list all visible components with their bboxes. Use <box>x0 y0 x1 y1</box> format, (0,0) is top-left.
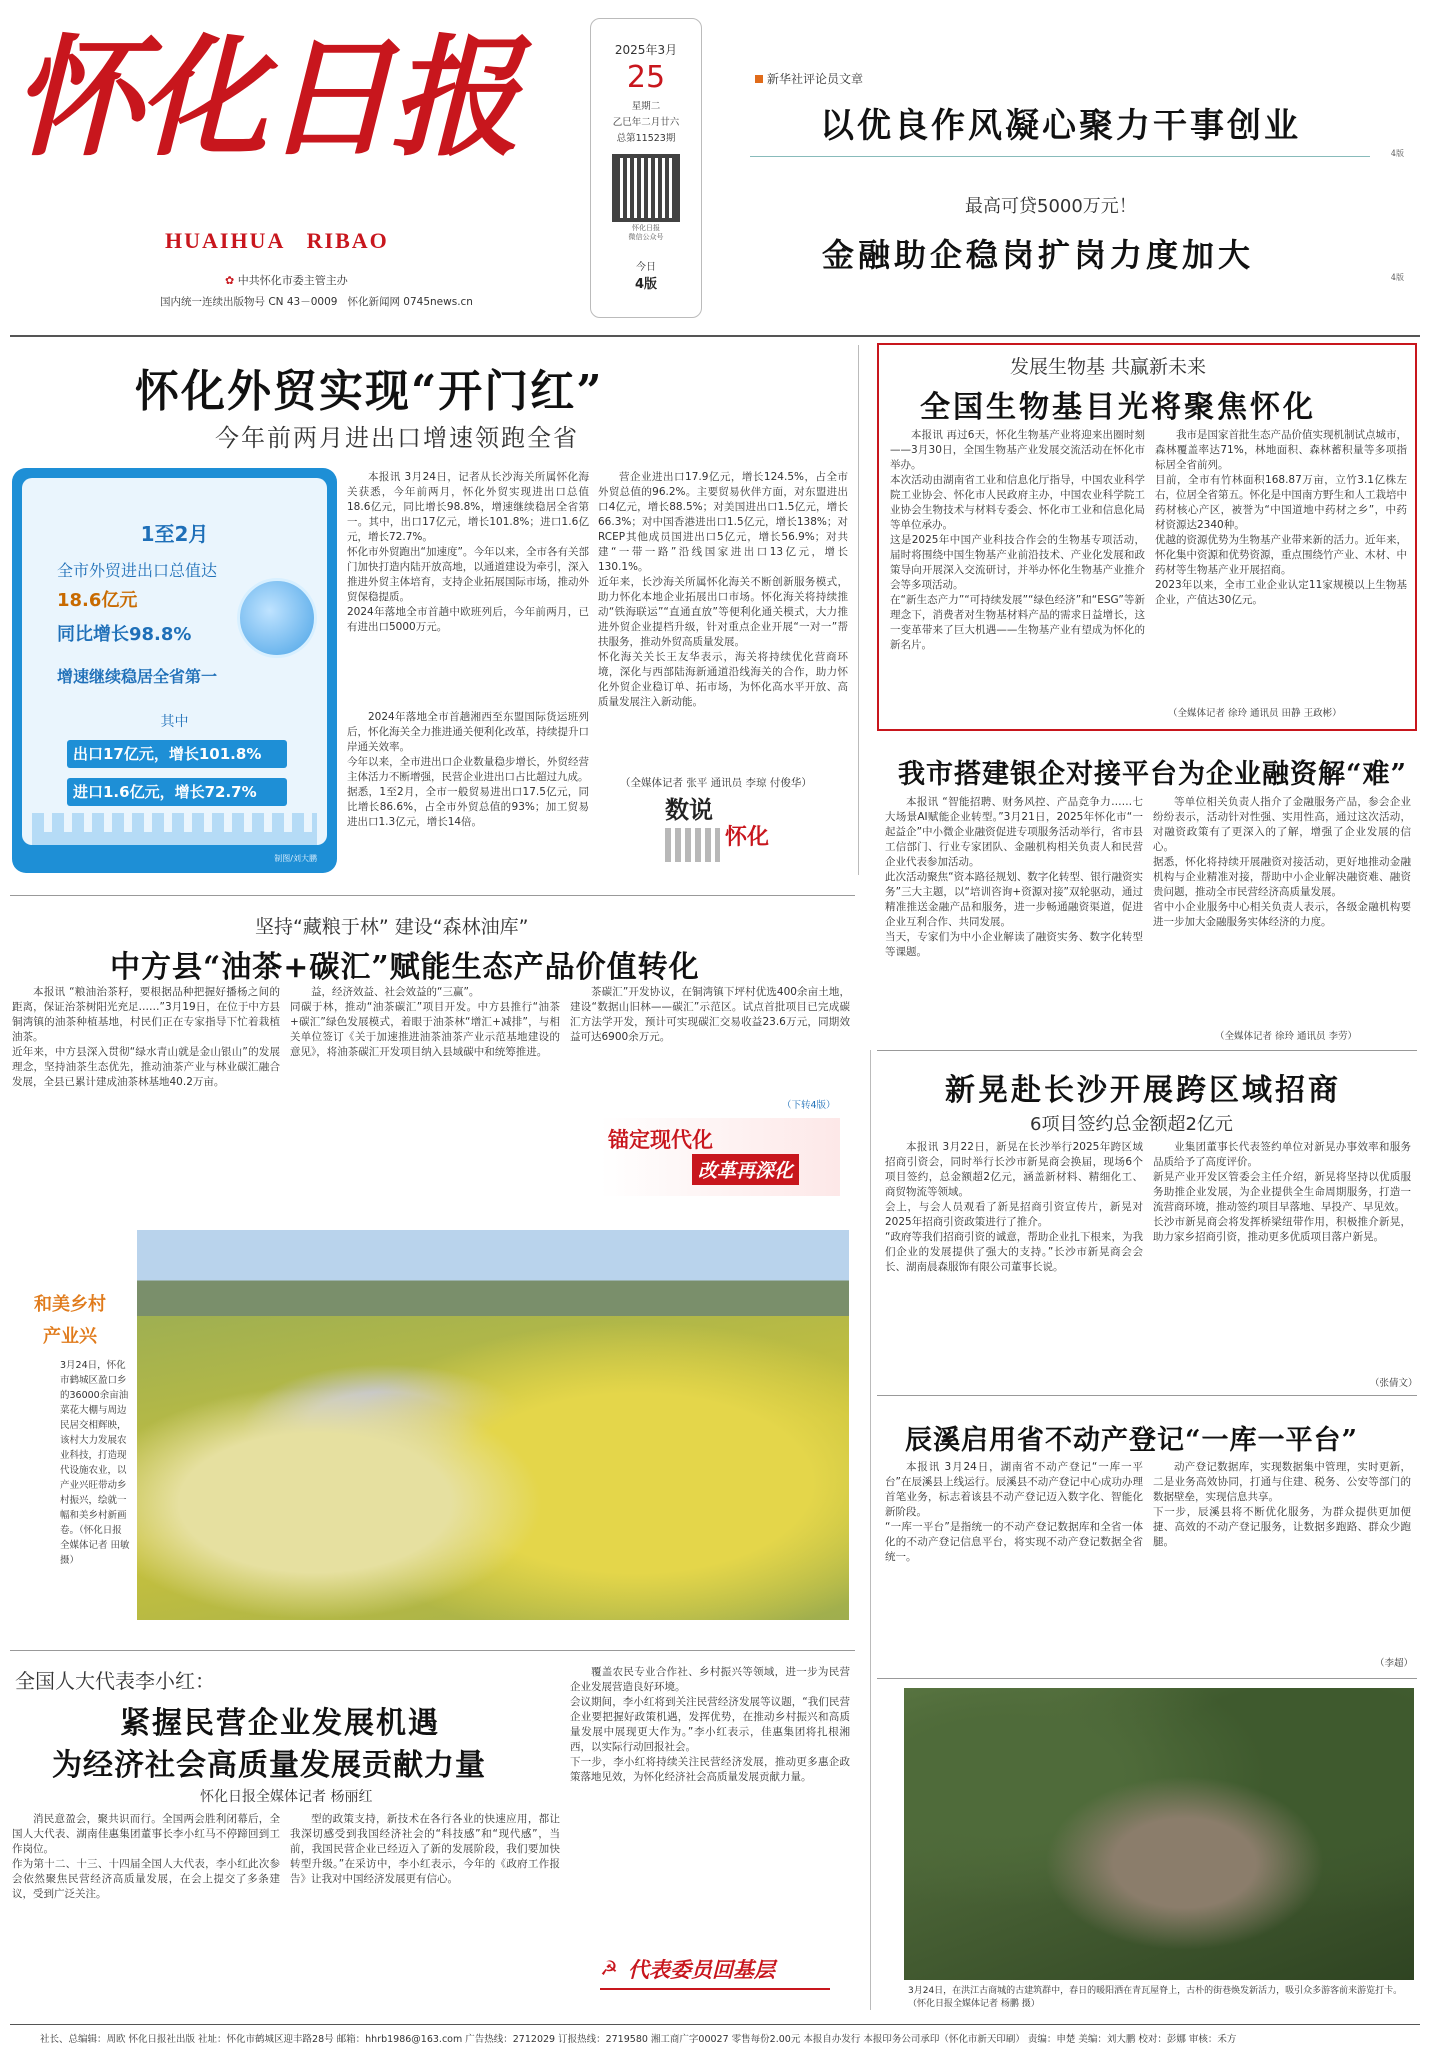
biotech-col2: 我市是国家首批生态产品价值实现机制试点城市，森林覆盖率达71%，林地面积、森林蓄积量等多项指标居全省前列。 目前，全市有竹林面积168.87万亩，立竹3.1亿株左右，位居全省第五。怀化是中国南方野生和人工栽培中药材核心产区，被誉为“中国道地中药材之乡”，中药材资源达2340种。 优越的资源优势为生物基产业带来新的活力。近年来，怀化集中资源和优势资源，重点围绕竹产业、木材、中药材等生物基产业开展招商。 2023年以来，全市工业企业认定11家规模以上生物基企业，产值达30亿元。 <box>1155 429 1407 606</box>
trade-info-panel <box>12 468 337 873</box>
trade-article-col3: 营企业进出口17.9亿元，增长124.5%，占全市外贸总值的96.2%。主要贸易伙伴方面，对东盟进出口4亿元，增长88.5%；对美国进出口1.5亿元，增长66.3%；对中国香港进出口1.5亿元，增长138%；对RCEP其他成员国进出口5亿元，增长56.9%；对共建“一带一路”沿线国家进出口13亿元，增长130.1%。 近年来，长沙海关所属怀化海关不断创新服务模式，助力怀化本地企业拓展出口市场。怀化海关将持续推动“铁海联运”“直通直放”等便利化通关模式，大力推进外贸企业提档升级，针对重点企业开展“一对一”帮扶服务，推动外贸高质量发展。 怀化海关关长王友华表示，海关将持续优化营商环境，深化与西部陆海新通道沿线海关的合作，助力怀化外贸企业稳订单、拓市场，为怀化高水平开放、高质量发展注入新动能。 <box>598 471 848 708</box>
publisher-line: ✿ 中共怀化市委主管主办 <box>225 274 348 287</box>
bar-chart-icon <box>665 828 720 862</box>
foreign-trade-subtitle: 今年前两月进出口增速领跑全省 <box>215 424 579 452</box>
xinhuang-subtitle: 6项目签约总金额超2亿元 <box>1030 1114 1233 1135</box>
teaser-subheadline-2: 最高可贷5000万元！ <box>965 196 1137 217</box>
xinhuang-divider <box>877 1395 1417 1396</box>
chenxi-col2: 动产登记数据库，实现数据集中管理，实时更新，二是业务高效协同，打通与住建、税务、公安等部门的数据壁垒，实现信息共享。 下一步，辰溪县将不断优化服务，为群众提供更加便捷、高效的不动产登记服务，让数据多跑路、群众少跑腿。 <box>1153 1461 1411 1548</box>
teaser-divider <box>750 156 1370 157</box>
village-photo[interactable] <box>137 1230 849 1620</box>
panel-total: 18.6亿元 <box>57 590 138 611</box>
panel-skyline-icon <box>32 813 317 845</box>
zhongfang-kicker: 坚持“藏粮于林” 建设“森林油库” <box>255 916 529 938</box>
cn-code-line: 国内统一连续出版物号 CN 43－0009 怀化新闻网 0745news.cn <box>160 296 473 308</box>
label-square-icon <box>755 75 763 83</box>
xinhuang-col1: 本报讯 3月22日，新晃在长沙举行2025年跨区域招商引资会，同时举行长沙市新晃商会换届，现场6个项目签约，总金额超2亿元，涵盖新材料、精细化工、商贸物流等领域。 会上，与会人员观看了新晃招商引资宣传片，新晃对2025年招商引资政策进行了推介。 “政府等我们招商引资的诚意，帮助企业扎下根来，为我们企业的发展提供了强大的支持。”长沙市新晃商会会长、湖南晨森服饰有限公司董事长说。 <box>885 1141 1143 1273</box>
npc-col3: 覆盖农民专业合作社、乡村振兴等领域，进一步为民营企业发展营造良好环境。 会议期间，李小红将到关注民营经济发展等议题，“我们民营企业要把握好政策机遇，发挥优势，在推动乡村振兴和高质量发展中展现更大作为。”李小红表示，佳惠集团将扎根湘西，以实际行动回报社会。 下一步，李小红将持续关注民营经济发展，推动更多惠企政策落地见效，为怀化经济社会高质量发展贡献力量。 <box>570 1666 850 1783</box>
npc-author: 怀化日报全媒体记者 杨丽红 <box>200 1789 373 1805</box>
publisher-logo-icon: ✿ <box>225 274 238 287</box>
masthead-pinyin: HUAIHUA RIBAO <box>165 228 389 253</box>
ancient-town-caption: 3月24日，在洪江古商城的古建筑群中，春日的暖阳洒在青瓦屋脊上，古朴的街巷焕发新活力，吸引众多游客前来游览打卡。（怀化日报全媒体记者 杨鹏 摄） <box>908 1986 1403 2009</box>
npc-title-1[interactable]: 紧握民营企业发展机遇 <box>120 1706 440 1741</box>
teaser-page-1: 4版 <box>1390 149 1404 158</box>
zhongfang-top-divider <box>10 895 855 896</box>
bank-title[interactable]: 我市搭建银企对接平台为企业融资解“难” <box>898 759 1408 790</box>
npc-title-2[interactable]: 为经济社会高质量发展贡献力量 <box>52 1748 486 1783</box>
masthead-divider <box>10 335 1420 337</box>
ancient-town-photo[interactable] <box>904 1688 1414 1980</box>
panel-among: 其中 <box>160 714 189 730</box>
xinhuang-col2: 业集团董事长代表签约单位对新晃办事效率和服务品质给予了高度评价。 新晃产业开发区管委会主任介绍，新晃将坚持以优质服务助推企业发展，为企业提供全生命周期服务，打造一流营商环境，推动签约项目早落地、早投产、早见效。 长沙市新晃商会将发挥桥梁纽带作用，积极推介新晃，助力家乡招商引资，推动更多优质项目落户新晃。 <box>1153 1141 1411 1243</box>
trade-article-col1: 本报讯 3月24日，记者从长沙海关所属怀化海关获悉，今年前两月，怀化外贸实现进出口总值18.6亿元，同比增长98.8%，增速继续稳居全省第一。其中，出口17亿元，增长101.8%；进口1.6亿元，增长72.7%。 怀化市外贸跑出“加速度”。今年以来，全市各有关部门加快打造内陆开放高地，以通道建设为牵引，深入推进外贸主体培育，支持企业拓展国际市场，推动外贸保稳提质。 2024年落地全市首趟中欧班列后，今年前两月，已有进出口5000万元。 <box>347 471 589 633</box>
zhongfang-col1: 本报讯 “粮油治茶籽，要根据品种把握好播杨之间的距离，保证治茶树阳光充足……”3月19日，在位于中方县铜湾镇的油茶种植基地，村民们正在专家指导下忙着栽植油茶。 近年来，中方县深入贯彻“绿水青山就是金山银山”的发展理念，坚持油茶生态优先，推动油茶产业与林业碳汇融合发展，全县已累计建成油茶林基地40.2万亩。 <box>12 986 280 1088</box>
chenxi-byline: （李超） <box>1375 1658 1414 1669</box>
teaser-headline-1[interactable]: 以优良作风凝心聚力干事创业 <box>820 106 1301 146</box>
panel-period: 1至2月 <box>140 522 209 546</box>
trade-article-col2: 2024年落地全市首趟湘西至东盟国际货运班列后，怀化海关全力推进通关便利化改革，持续提升口岸通关效率。 今年以来，全市进出口企业数量稳步增长，外贸经营主体活力不断增强，民营企业进出口占比超过九成。 据悉，1至2月，全市一般贸易进出口17.5亿元，同比增长86.6%，占全市外贸总值的93%；加工贸易进出口1.3亿元，增长14倍。 <box>347 711 589 828</box>
date-year-month: 2025年3月 <box>614 43 678 57</box>
village-label-line1: 和美乡村 <box>34 1294 106 1315</box>
col-divider-1 <box>858 345 859 875</box>
footer-divider <box>10 2024 1420 2025</box>
banner-line-1: 锚定现代化 <box>608 1128 713 1152</box>
chenxi-divider <box>877 1678 1417 1679</box>
chenxi-col1: 本报讯 3月24日，湖南省不动产登记“一库一平台”在辰溪县上线运行。辰溪县不动产登记中心成功办理首笔业务，标志着该县不动产登记迈入数字化、智能化新阶段。 “一库一平台”是指统一的不动产登记数据库和全省一体化的不动产登记信息平台，将实现不动产登记数据全省统一。 <box>885 1461 1143 1563</box>
npc-col2: 型的政策支持，新技术在各行各业的快速应用，都让我深切感受到我国经济社会的“科技感”和“现代感”，当前，我国民营企业已经迈入了新的发展阶段，我们要加快转型升级。”在采访中，李小红表示，今年的《政府工作报告》让我对中国经济发展更有信心。 <box>290 1813 560 1885</box>
col-divider-2 <box>870 1050 871 2010</box>
biotech-col1: 本报讯 再过6天，怀化生物基产业将迎来出圈时刻——3月30日，全国生物基产业发展交流活动在怀化市举办。 本次活动由湖南省工业和信息化厅指导，中国农业科学院工业协会、怀化市人民政府主办，中国农业科学院工业协会生物技术与材料专委会、怀化市工业和信息化局等单位承办。 这是2025年中国产业科技合作会的生物基专项活动，届时将围绕中国生物基产业前沿技术、产业化发展和政策导向开展深入交流研讨，并举办怀化生物基产业推介会等多项活动。 在“新生态产力”“可持续发展”“绿色经济”和“ESG”等新理念下，消费者对生物基材料产品的需求日益增长，这一变革带来了巨大机遇——生物基产业有望成为怀化的新名片。 <box>890 429 1145 651</box>
village-caption: 3月24日，怀化市鹤城区盈口乡的36000余亩油菜花大棚与周边民居交相辉映，该村大力发展农业科技，打造现代设施农业，以产业兴旺带动乡村振兴，绘就一幅和美乡村新画卷。（怀化日报全媒体记者 田敏 摄） <box>60 1360 130 1566</box>
panel-rank: 增速继续稳居全省第一 <box>57 667 218 686</box>
village-label-line2: 产业兴 <box>43 1326 97 1347</box>
bank-col1: 本报讯 “智能招聘、财务风控、产品竞争力……七大场景AI赋能企业转型。”3月21日，2025年怀化市“一起益企”中小微企业融资促进专项服务活动举行，省市县工信部门、行业专家团队、金融机构相关负责人和民营企业代表参加活动。 此次活动聚焦“资本路径规划、数字化转型、银行融资实务”三大主题，以“培训咨询+资源对接”双轮驱动，通过精准推送金融产品和服务，进一步畅通融资渠道，促进企业互利合作、共同发展。 当天，专家们为中小企业解读了融资实务、数字化转型等课题。 <box>885 796 1143 958</box>
qr-code-icon[interactable] <box>612 154 680 222</box>
shu-shuo-sub: 怀化 <box>725 824 770 850</box>
teaser-headline-2[interactable]: 金融助企稳岗扩岗力度加大 <box>822 236 1255 274</box>
biotech-title[interactable]: 全国生物基目光将聚焦怀化 <box>920 390 1316 425</box>
qr-caption: 怀化日报 微信公众号 <box>628 224 664 241</box>
panel-import: 进口1.6亿元，增长72.7% <box>67 778 287 806</box>
masthead-logo: 怀化日报 <box>12 21 517 174</box>
panel-growth: 同比增长98.8% <box>57 624 192 645</box>
npc-col1: 消民意盈会，聚共识而行。全国两会胜利闭幕后，全国人大代表、湖南佳惠集团董事长李小红马不停蹄回到工作岗位。 作为第十二、十三、十四届全国人大代表，李小红此次参会依然聚焦民营经济高质量发展，在会上提交了多条建议，受到广泛关注。 <box>12 1813 280 1900</box>
top-right-teasers <box>750 60 1410 320</box>
shu-shuo-logo <box>665 790 815 870</box>
footer-info: 社长、总编辑：周欧 怀化日报社出版 社址：怀化市鹤城区迎丰路28号 邮箱：hhrb1986@163.com 广告热线：2712029 订报热线：2719580 湘工商广字00027 零售每份2.00元 本报自办发行 本报印务公司承印（怀化市新天印刷） 责编：申楚 美编：刘大鹏 校对：彭娜 审核：禾方 <box>40 2034 1237 2045</box>
date-box <box>590 18 702 318</box>
npc-top-divider <box>10 1650 855 1651</box>
banner-line-2: 改革再深化 <box>692 1154 799 1185</box>
zhongfang-col3: 茶碳汇”开发协议，在铜湾镇下坪村优选400余亩土地，建设“数据山旧林——碳汇”示范区。试点首批项目已完成碳汇方法学开发，预计可实现碳汇交易收益23.6万元，同期效益可达6900余万元。 <box>570 986 850 1043</box>
issue-number: 总第11523期 <box>616 133 676 144</box>
chenxi-title[interactable]: 辰溪启用省不动产登记“一库一平台” <box>905 1425 1359 1456</box>
zhongfang-continued[interactable]: （下转4版） <box>782 1100 836 1111</box>
modernization-banner <box>600 1118 840 1196</box>
zhongfang-col2: 益，经济效益、社会效益的“三赢”。 同碳于林，推动“油茶碳汇”项目开发。中方县推行“油茶+碳汇”绿色发展模式，着眼于油茶林“增汇+减排”，与相关单位签订《关于加速推进油茶油茶产业示范基地建设的意见》，将油茶碳汇开发项目纳入县域碳中和统筹推进。 <box>290 986 560 1058</box>
biotech-byline: （全媒体记者 徐玲 通讯员 田静 王政彬） <box>1168 708 1342 719</box>
xinhua-label: 新华社评论员文章 <box>755 70 863 87</box>
village-label <box>30 1290 110 1348</box>
date-day: 25 <box>626 60 666 95</box>
date-lunar: 乙巳年二月廿六 <box>612 117 680 128</box>
party-emblem-icon: ☭ <box>600 1956 618 1980</box>
bank-col2: 等单位相关负责人指介了金融服务产品，参会企业纷纷表示，活动针对性强、实用性高，通过这次活动，对融资政策有了更深入的了解，增强了企业发展的信心。 据悉，怀化将持续开展融资对接活动，更好地推动金融机构与企业精准对接，帮助中小企业解决融资难、融资贵问题，推动全市民营经济高质量发展。 省中小企业服务中心相关负责人表示，各级金融机构要进一步加大金融服务实体经济的力度。 <box>1153 796 1411 928</box>
bank-byline: （全媒体记者 徐玲 通讯员 李劳） <box>1215 1031 1358 1042</box>
trade-byline: （全媒体记者 张平 通讯员 李琼 付俊华） <box>620 777 812 789</box>
bank-divider <box>877 1050 1417 1051</box>
npc-badge: ☭ 代表委员回基层 <box>600 1950 830 1990</box>
foreign-trade-title[interactable]: 怀化外贸实现“开门红” <box>135 366 604 417</box>
panel-globe-icon <box>237 578 317 658</box>
panel-label: 全市外贸进出口总值达 <box>57 561 218 580</box>
zhongfang-title[interactable]: 中方县“油茶+碳汇”赋能生态产品价值转化 <box>110 950 700 985</box>
today-label: 今日 <box>636 262 656 273</box>
teaser-page-2: 4版 <box>1390 273 1404 282</box>
xinhuang-byline: （张倩文） <box>1370 1378 1418 1389</box>
date-weekday: 星期二 <box>631 101 661 112</box>
page-count: 4版 <box>634 277 658 292</box>
panel-export: 出口17亿元，增长101.8% <box>67 740 287 768</box>
panel-credit: 制图/刘大鹏 <box>274 854 317 863</box>
npc-kicker: 全国人大代表李小红： <box>15 1669 215 1693</box>
xinhuang-title[interactable]: 新晃赴长沙开展跨区域招商 <box>945 1073 1341 1108</box>
biotech-kicker: 发展生物基 共赢新未来 <box>1010 356 1207 378</box>
shu-shuo-main: 数说 <box>665 795 713 824</box>
